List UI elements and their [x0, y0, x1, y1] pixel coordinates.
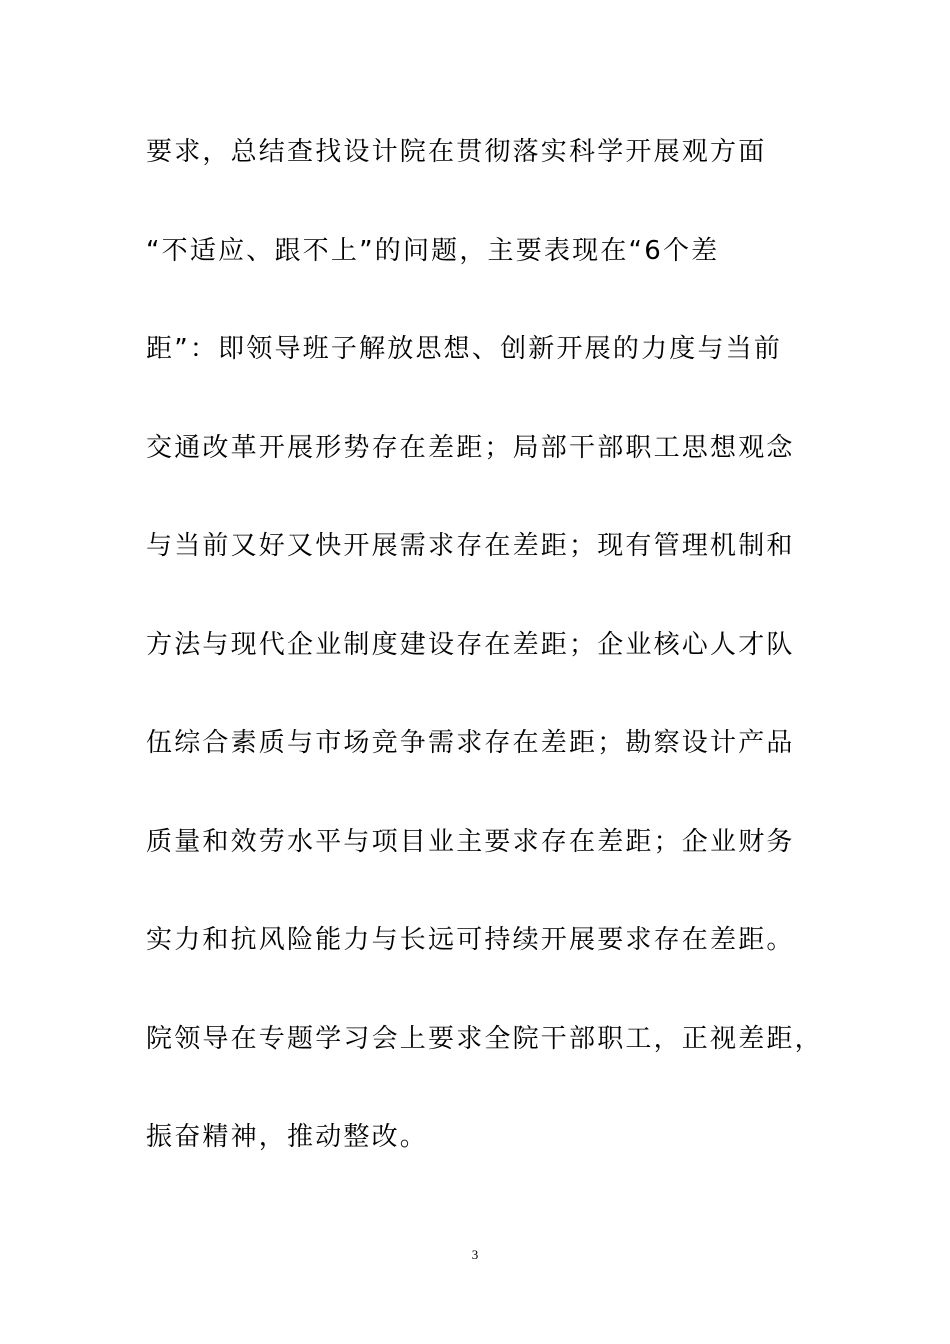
text-line: 交通改革开展形势存在差距；局部干部职工思想观念 — [146, 432, 795, 463]
text-line: 伍综合素质与市场竞争需求存在差距；勘察设计产品 — [146, 728, 795, 758]
text-line: 要求，总结查找设计院在贯彻落实科学开展观方面 — [146, 137, 767, 167]
page-number: 3 — [471, 1247, 479, 1262]
text-line: 院领导在专题学习会上要求全院干部职工，正视差距， — [146, 1023, 823, 1054]
text-line: 振奋精神，推动整改。 — [146, 1122, 429, 1152]
text-line: 实力和抗风险能力与长远可持续开展要求存在差距。 — [146, 925, 795, 955]
text-line: 方法与现代企业制度建设存在差距；企业核心人才队 — [146, 629, 795, 660]
text-line: 距”：即领导班子解放思想、创新开展的力度与当前 — [146, 334, 783, 364]
text-line: “不适应、跟不上”的问题，主要表现在“6个差 — [146, 235, 720, 266]
body-paragraph — [146, 128, 846, 1212]
text-line: 与当前又好又快开展需求存在差距；现有管理机制和 — [146, 531, 795, 561]
text-line: 质量和效劳水平与项目业主要求存在差距；企业财务 — [146, 826, 795, 857]
